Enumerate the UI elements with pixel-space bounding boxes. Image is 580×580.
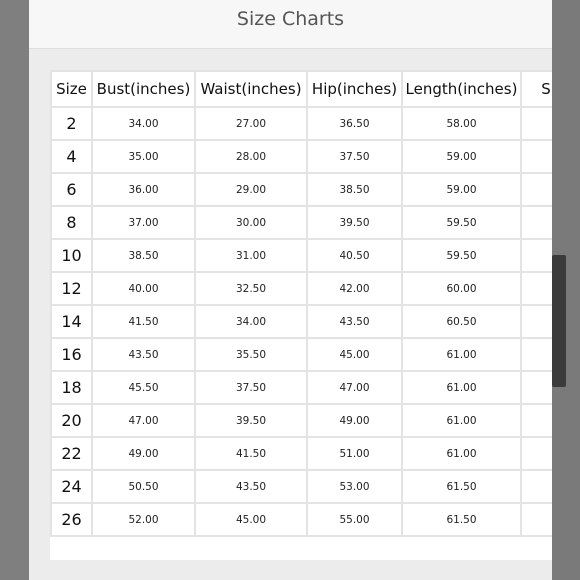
measurement-cell: 39.50 xyxy=(195,404,307,437)
size-value-cell: 6 xyxy=(51,173,92,206)
table-row xyxy=(51,272,552,305)
header-hip: Hip(inches) xyxy=(307,71,402,107)
table-row xyxy=(51,404,552,437)
table-row xyxy=(51,107,552,140)
size-value-cell: 22 xyxy=(51,437,92,470)
measurement-cell xyxy=(521,503,552,536)
header-size: Size xyxy=(51,71,92,107)
size-value-cell: 24 xyxy=(51,470,92,503)
measurement-cell: 36.50 xyxy=(307,107,402,140)
measurement-cell: 61.00 xyxy=(402,338,521,371)
measurement-cell xyxy=(521,239,552,272)
measurement-cell: 38.50 xyxy=(92,239,195,272)
measurement-cell xyxy=(521,305,552,338)
measurement-cell: 59.50 xyxy=(402,206,521,239)
modal-title: Size Charts xyxy=(236,8,345,30)
scrollbar-thumb[interactable] xyxy=(552,255,566,387)
measurement-cell: 47.00 xyxy=(92,404,195,437)
measurement-cell xyxy=(521,272,552,305)
measurement-cell: 47.00 xyxy=(307,371,402,404)
measurement-cell: 49.00 xyxy=(92,437,195,470)
table-row xyxy=(51,437,552,470)
size-value-cell: 10 xyxy=(51,239,92,272)
measurement-cell: 61.00 xyxy=(402,371,521,404)
header-bust: Bust(inches) xyxy=(92,71,195,107)
size-chart-table xyxy=(50,70,552,537)
table-header-row xyxy=(51,71,552,107)
size-value-cell: 14 xyxy=(51,305,92,338)
measurement-cell: 35.00 xyxy=(92,140,195,173)
measurement-cell: 31.00 xyxy=(195,239,307,272)
size-value-cell: 2 xyxy=(51,107,92,140)
size-value-cell: 18 xyxy=(51,371,92,404)
table-row xyxy=(51,206,552,239)
table-row xyxy=(51,371,552,404)
table-row xyxy=(51,173,552,206)
measurement-cell xyxy=(521,470,552,503)
measurement-cell: 59.00 xyxy=(402,173,521,206)
measurement-cell xyxy=(521,437,552,470)
measurement-cell: 52.00 xyxy=(92,503,195,536)
measurement-cell: 59.00 xyxy=(402,140,521,173)
measurement-cell: 39.50 xyxy=(307,206,402,239)
measurement-cell: 28.00 xyxy=(195,140,307,173)
size-value-cell: 12 xyxy=(51,272,92,305)
measurement-cell: 61.00 xyxy=(402,404,521,437)
measurement-cell: 43.50 xyxy=(92,338,195,371)
measurement-cell: 50.50 xyxy=(92,470,195,503)
measurement-cell: 49.00 xyxy=(307,404,402,437)
measurement-cell: 29.00 xyxy=(195,173,307,206)
measurement-cell: 61.00 xyxy=(402,437,521,470)
measurement-cell: 32.50 xyxy=(195,272,307,305)
size-value-cell: 4 xyxy=(51,140,92,173)
measurement-cell: 58.00 xyxy=(402,107,521,140)
measurement-cell: 60.50 xyxy=(402,305,521,338)
measurement-cell: 41.50 xyxy=(92,305,195,338)
measurement-cell: 55.00 xyxy=(307,503,402,536)
measurement-cell: 43.50 xyxy=(307,305,402,338)
measurement-cell xyxy=(521,107,552,140)
measurement-cell: 61.50 xyxy=(402,503,521,536)
measurement-cell xyxy=(521,404,552,437)
measurement-cell: 38.50 xyxy=(307,173,402,206)
measurement-cell xyxy=(521,140,552,173)
measurement-cell: 60.00 xyxy=(402,272,521,305)
size-chart-table-container[interactable] xyxy=(50,70,552,560)
measurement-cell xyxy=(521,338,552,371)
measurement-cell: 41.50 xyxy=(195,437,307,470)
measurement-cell: 34.00 xyxy=(92,107,195,140)
size-value-cell: 20 xyxy=(51,404,92,437)
measurement-cell: 53.00 xyxy=(307,470,402,503)
header-length: Length(inches) xyxy=(402,71,521,107)
modal-header xyxy=(29,0,552,49)
measurement-cell: 45.00 xyxy=(307,338,402,371)
measurement-cell: 45.50 xyxy=(92,371,195,404)
measurement-cell: 34.00 xyxy=(195,305,307,338)
header-truncated: S xyxy=(521,71,552,107)
table-row xyxy=(51,470,552,503)
measurement-cell: 37.50 xyxy=(307,140,402,173)
table-row xyxy=(51,305,552,338)
measurement-cell: 59.50 xyxy=(402,239,521,272)
measurement-cell: 37.50 xyxy=(195,371,307,404)
measurement-cell: 42.00 xyxy=(307,272,402,305)
measurement-cell xyxy=(521,371,552,404)
size-value-cell: 26 xyxy=(51,503,92,536)
size-value-cell: 8 xyxy=(51,206,92,239)
measurement-cell: 36.00 xyxy=(92,173,195,206)
measurement-cell: 40.50 xyxy=(307,239,402,272)
header-waist: Waist(inches) xyxy=(195,71,307,107)
table-row xyxy=(51,503,552,536)
measurement-cell: 30.00 xyxy=(195,206,307,239)
measurement-cell: 45.00 xyxy=(195,503,307,536)
measurement-cell xyxy=(521,206,552,239)
measurement-cell: 37.00 xyxy=(92,206,195,239)
measurement-cell: 27.00 xyxy=(195,107,307,140)
size-chart-modal xyxy=(29,0,552,580)
size-value-cell: 16 xyxy=(51,338,92,371)
measurement-cell: 61.50 xyxy=(402,470,521,503)
measurement-cell xyxy=(521,173,552,206)
measurement-cell: 35.50 xyxy=(195,338,307,371)
measurement-cell: 51.00 xyxy=(307,437,402,470)
table-row xyxy=(51,338,552,371)
measurement-cell: 40.00 xyxy=(92,272,195,305)
table-row xyxy=(51,239,552,272)
table-row xyxy=(51,140,552,173)
measurement-cell: 43.50 xyxy=(195,470,307,503)
